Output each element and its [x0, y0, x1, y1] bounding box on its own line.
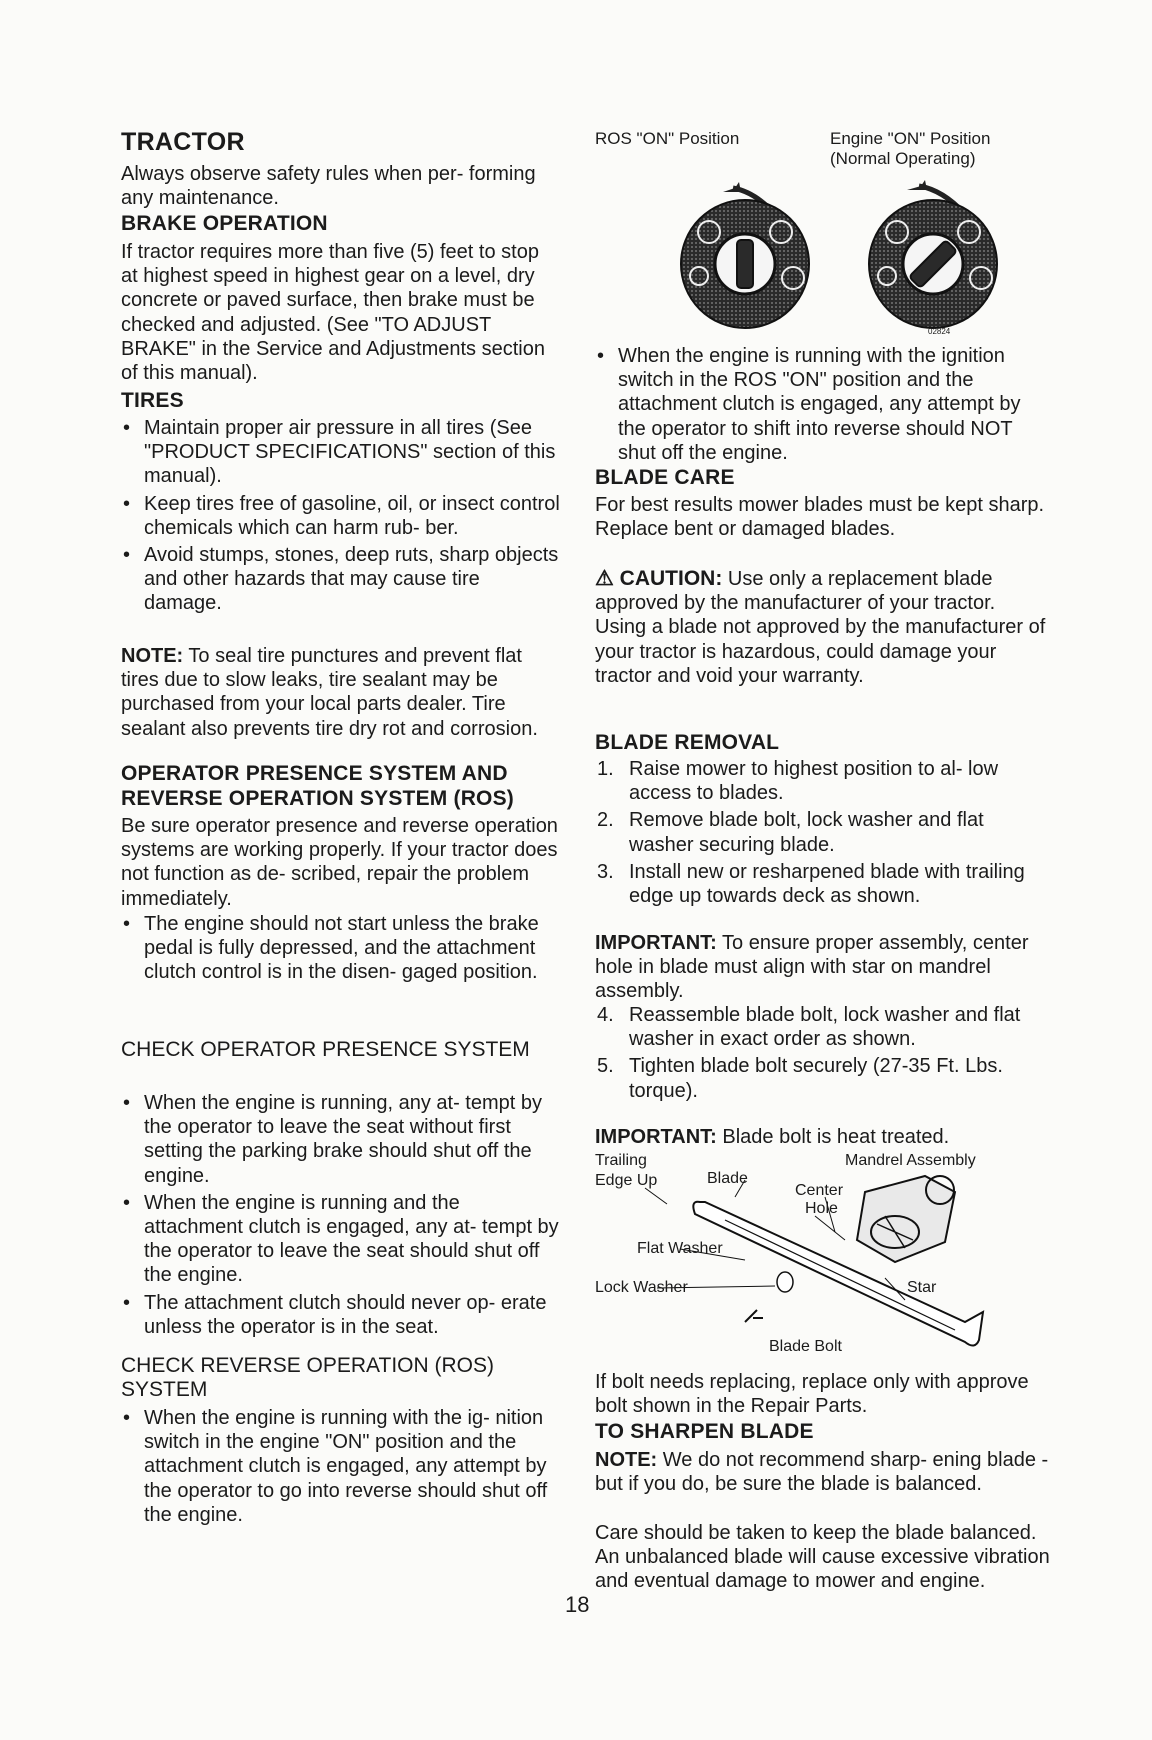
sharpen-note: NOTE: We do not recommend sharp- ening blade - but if you do, be sure the blade is balanced. — [595, 1449, 1049, 1496]
blade-label: Blade — [707, 1170, 748, 1187]
ros-list — [595, 344, 1050, 465]
note-label: NOTE: — [121, 645, 184, 667]
ros-on-label: ROS "ON" Position — [595, 129, 740, 148]
removal-steps-a — [595, 757, 1050, 908]
trailing-label: Trailing — [595, 1152, 647, 1169]
list-item: • Keep tires free of gasoline, oil, or insect control chemicals which can harm rub- ber. — [123, 492, 560, 539]
flat-washer-label: Flat Washer — [637, 1240, 723, 1257]
list-item: • When the engine is running with the ignition switch in the ROS "ON" position and the attachment clutch is engaged, any attempt by the operator to shift into reverse should NOT shut off the engine. — [597, 345, 1021, 464]
list-item: • Avoid stumps, stones, deep ruts, sharp objects and other hazards that may cause tire damage. — [123, 544, 559, 615]
mandrel-label: Mandrel Assembly — [845, 1152, 976, 1169]
edge-up-label: Edge Up — [595, 1172, 658, 1189]
switch-code: 02824 — [928, 327, 951, 336]
engine-on-label: Engine "ON" Position (Normal Operating) — [830, 129, 991, 168]
blade-care-heading: BLADE CARE — [595, 466, 735, 489]
hole-label: Hole — [805, 1200, 838, 1217]
list-item: 5. Tighten blade bolt securely (27-35 Ft. Lbs. torque). — [597, 1055, 1003, 1102]
bolt-text: If bolt needs replacing, replace only with approve bolt shown in the Repair Parts. — [595, 1371, 1029, 1418]
ignition-switch-illustration — [675, 178, 1025, 348]
tractor-intro: Always observe safety rules when per- forming any maintenance. — [121, 163, 536, 210]
list-item: 1. Raise mower to highest position to al- low access to blades. — [597, 758, 999, 805]
sharpen-heading: TO SHARPEN BLADE — [595, 1420, 814, 1443]
blade-care-text: For best results mower blades must be kept sharp. Replace bent or damaged blades. — [595, 494, 1045, 541]
blade-bolt-icon — [745, 1310, 763, 1322]
check-ros-heading: CHECK REVERSE OPERATION (ROS) SYSTEM — [121, 1354, 494, 1401]
center-label: Center — [795, 1182, 844, 1199]
check-ops-heading: CHECK OPERATOR PRESENCE SYSTEM — [121, 1038, 530, 1061]
engine-switch-icon — [869, 180, 997, 328]
ros-switch-icon — [681, 182, 809, 328]
important-note-2: IMPORTANT: Blade bolt is heat treated. — [595, 1126, 950, 1148]
caution-label: ⚠ CAUTION: — [595, 567, 723, 590]
star-label: Star — [907, 1279, 937, 1296]
check-ops-list — [121, 1091, 561, 1339]
page-number: 18 — [565, 1592, 590, 1617]
mandrel-icon — [857, 1176, 955, 1262]
tire-note: NOTE: To seal tire punctures and prevent flat tires due to slow leaks, tire sealant may be purchased from your local parts dealer. Tire sealant also prevents tire dry rot and corrosion. — [121, 645, 538, 740]
check-ros-list — [121, 1406, 561, 1527]
care-text: Care should be taken to keep the blade balanced. An unbalanced blade will cause excessive vibration and eventual damage to mower and engine. — [595, 1522, 1050, 1593]
lock-washer-label: Lock Washer — [595, 1279, 688, 1296]
ops-list — [121, 912, 561, 985]
list-item: • The attachment clutch should never op- erate unless the operator is in the seat. — [123, 1291, 547, 1338]
list-item: • When the engine is running with the ig- nition switch in the engine "ON" position and the attachment clutch is engaged, any attempt by the operator to go into reverse should shut off the engine. — [123, 1407, 548, 1526]
list-item: • When the engine is running, any at- tempt by the operator to leave the seat without first setting the parking brake should shut off the engine. — [123, 1092, 543, 1187]
list-item: • Maintain proper air pressure in all tires (See "PRODUCT SPECIFICATIONS" section of this manual). — [123, 417, 556, 488]
list-item: • The engine should not start unless the brake pedal is fully depressed, and the attachment clutch control is in the disen- gaged position. — [123, 913, 539, 984]
ops-heading: OPERATOR PRESENCE SYSTEM AND REVERSE OPERATION SYSTEM (ROS) — [121, 762, 514, 810]
tractor-heading: TRACTOR — [121, 128, 245, 156]
list-item: 4. Reassemble blade bolt, lock washer and flat washer in exact order as shown. — [597, 1004, 1021, 1051]
blade-removal-heading: BLADE REMOVAL — [595, 731, 780, 754]
ops-text: Be sure operator presence and reverse operation systems are working properly. If your tractor does not function as de- scribed, repair the problem immediately. — [121, 815, 558, 910]
important-note-1: IMPORTANT: To ensure proper assembly, center hole in blade must align with star on mandrel assembly. — [595, 932, 1029, 1003]
list-item: 2. Remove blade bolt, lock washer and flat washer securing blade. — [597, 809, 984, 856]
tires-heading: TIRES — [121, 389, 184, 412]
removal-steps-b — [595, 1003, 1050, 1103]
blade-bolt-label: Blade Bolt — [769, 1338, 842, 1355]
list-item: 3. Install new or resharpened blade with trailing edge up towards deck as shown. — [597, 860, 1025, 908]
lock-washer-icon — [777, 1272, 793, 1292]
list-item: • When the engine is running and the attachment clutch is engaged, any at- tempt by the operator to leave the seat should shut off the engine. — [123, 1191, 559, 1287]
blade-assembly-diagram — [595, 1152, 1050, 1367]
brake-heading: BRAKE OPERATION — [121, 212, 328, 235]
warning-triangle-icon: ⚠ — [595, 567, 614, 590]
tires-list — [121, 416, 561, 616]
caution-block: ⚠ CAUTION: Use only a replacement blade approved by the manufacturer of your tractor. Using a blade not approved by the manufacturer of your tractor is hazardous, could damage your tractor and void your warranty. — [595, 567, 1046, 687]
brake-text: If tractor requires more than five (5) feet to stop at highest speed in highest gear on a level, dry concrete or paved surface, then brake must be checked and adjusted. (See "TO ADJUST BRAKE" in the Service and Adjustments section of this manual). — [121, 241, 545, 385]
